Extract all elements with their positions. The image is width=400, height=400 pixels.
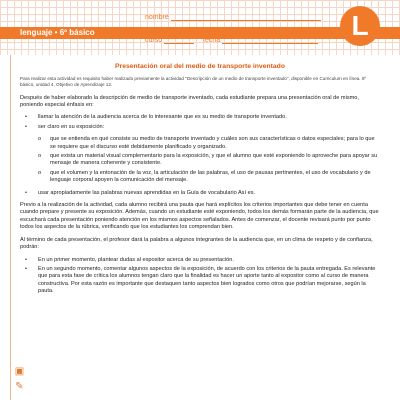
name-field-line: [171, 13, 321, 21]
circle-bullet-icon: o: [38, 169, 42, 176]
bullet-icon: •: [25, 256, 27, 263]
bullet-icon: •: [25, 123, 27, 130]
book-icon: ▣: [14, 366, 25, 377]
list-item: • usar apropiadamente las palabras nuevas aprendidas en la Guía de vocabulario Así es.: [25, 189, 256, 196]
date-field-line: [222, 36, 318, 44]
margin-line: [10, 55, 11, 400]
course-field-label: curso: [145, 37, 163, 44]
list-item: • llamar la atención de la audiencia acerca de lo interesante que es su medio de transporte inventado.: [25, 114, 287, 121]
subject-label: lenguaje • 6º básico: [20, 28, 95, 37]
list-item: o que exista un material visual complementario para la exposición, y que el alumno que esté exponiendo lo aproveche para apoyar su mensaje de manera coherente y consistente.: [38, 153, 378, 167]
list-item: • En un primer momento, plantear dudas al expositor acerca de su presentación.: [25, 256, 234, 263]
preparation-paragraph: Previo a la realización de la actividad, cada alumno recibirá una pauta que hará explícitos los criterios importantes que debe tener en cuenta cuando prepare y presente su exposición. Además, cuando un estudiante esté exponiendo, todos los demás formarán parte de la audiencia, que escuchará cada presentación poniendo atención en los mismos aspectos señalados. Antes de comenzar, el docente revisará punto por punto todos los aspectos de la rúbrica, verificando que los estudiantes los comprendan bien.: [20, 202, 379, 231]
clarity-sublist: [20, 136, 380, 184]
course-field[interactable]: [145, 36, 194, 44]
date-field-label: fecha: [203, 37, 221, 44]
pencil-icon: ✎: [15, 381, 24, 392]
circle-bullet-icon: o: [38, 136, 42, 143]
closing-paragraph: Al término de cada presentación, el profesor dará la palabra a algunos integrantes de la audiencia que, en un clima de respeto y de confianza, podrán:: [20, 236, 373, 251]
intro-paragraph: Después de haber elaborado la descripción de medio de transporte inventado, cada estudiante prepara una presentación oral de mismo, poniendo especial énfasis en:: [20, 94, 359, 108]
list-item: o que el volumen y la entonación de la voz, la articulación de las palabras, el uso de pausas pertinentes, el uso de vocabulario y de lenguaje corporal apoyen la comunicación del mensaje.: [38, 169, 371, 184]
list-item: o que se entienda en qué consiste su medio de transporte inventado y cuáles son sus características o datos especiales; para lo que se requiere que el discurso esté debidamente planificado y organizado.: [38, 136, 375, 150]
bullet-icon: •: [25, 114, 27, 121]
name-field[interactable]: [145, 13, 321, 21]
bullet-icon: •: [25, 265, 27, 272]
criteria-list: [20, 114, 380, 131]
document-body: [20, 63, 380, 301]
document-title: Presentación oral del medio de transporte inventado: [115, 63, 285, 70]
audience-list: [20, 257, 380, 296]
date-field[interactable]: [203, 36, 318, 44]
list-item: • En un segundo momento, comentar algunos aspectos de la exposición, de acuerdo con los criterios de la pauta entregada. Es relevante que para esta fase de crítica los alumnos tengan claro que la finalidad es hacer un aporte tanto al expositor como al curso de manera constructiva. Por esta razón es importante que destaquen tanto aspectos bien logrados como otros que podrían mejorarse, según la pauta.: [25, 265, 376, 295]
bullet-icon: •: [25, 189, 27, 196]
course-field-line: [164, 36, 194, 44]
subject-logo: L: [340, 6, 380, 46]
activity-icons: [14, 366, 44, 396]
list-item: • ser claro en su exposición:: [25, 123, 105, 130]
circle-bullet-icon: o: [38, 153, 42, 160]
criteria-list-end: [20, 190, 380, 197]
prerequisite-note: Para realizar esta actividad es requisito haber realizado previamente la actividad "Descripción de un medio de transporte inventado", disponible en Curriculum en línea. 6º básico, unidad 4, Objetivo de Aprendizaje 12.: [20, 76, 367, 87]
name-field-label: nombre: [145, 14, 169, 21]
